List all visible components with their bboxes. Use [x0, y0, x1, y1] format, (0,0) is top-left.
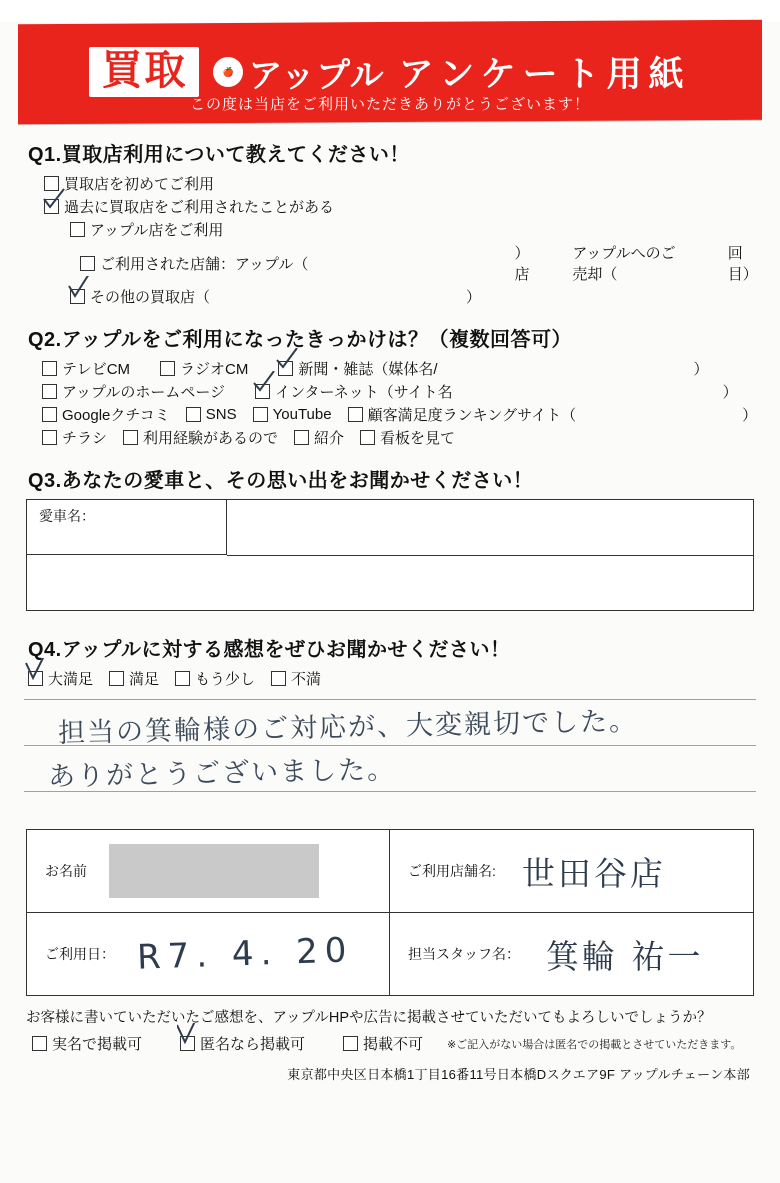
q1-other-suffix: ）: [466, 289, 482, 306]
q2-option-news[interactable]: [278, 358, 437, 379]
q2-option-signboard[interactable]: [360, 427, 455, 448]
q3-title: Q3.あなたの愛車と、その思い出をお聞かせください！: [28, 470, 534, 492]
q3-car-name-text: 愛車名：: [39, 508, 95, 524]
q2-option-youtube[interactable]: [253, 406, 332, 423]
q1-option-3-label: ご利用された店舗：アップル（: [100, 255, 309, 273]
checkbox-icon[interactable]: [255, 384, 270, 399]
name-redaction: [109, 844, 319, 898]
q1-option-3-row: [80, 242, 762, 284]
q1-shop-suffix: ）店: [514, 245, 530, 283]
q2-option-google[interactable]: [42, 404, 170, 425]
q2-option-news-label: 新聞・雑誌（媒体名/: [298, 361, 438, 378]
q2-option-referral[interactable]: [294, 427, 344, 448]
q2-option-homepage-label: アップルのホームページ: [62, 384, 226, 401]
q4-option-somewhat[interactable]: [175, 668, 255, 689]
shop-cell[interactable]: [390, 830, 753, 912]
checkbox-icon[interactable]: [42, 361, 57, 376]
checkbox-icon[interactable]: [42, 407, 57, 422]
checkbox-icon[interactable]: [294, 430, 309, 445]
q3-answer-box[interactable]: [26, 499, 754, 611]
q2-row-2: [42, 381, 762, 402]
q2-option-google-label: Googleクチコミ: [62, 407, 170, 424]
publication-option-real-name[interactable]: [32, 1033, 142, 1054]
q1-sale-suffix: 回目）: [727, 245, 758, 283]
q2-option-homepage[interactable]: [42, 381, 225, 402]
q4-option-somewhat-label: もう少し: [195, 671, 256, 688]
publication-question: お客様に書いていただいたご感想を、アップルHPや広告に掲載させていただいてもよろしいでしょうか？: [26, 1010, 712, 1026]
q4-title: Q4.アップルに対する感想をぜひお聞かせください！: [28, 639, 511, 661]
banner-content: [18, 47, 762, 97]
checkbox-icon[interactable]: [180, 1036, 195, 1051]
q1-option-3[interactable]: [80, 253, 308, 274]
q1-title: Q1.買取店利用について教えてください！: [28, 144, 410, 166]
checkbox-icon[interactable]: [253, 407, 268, 422]
q1-option-0-label: 買取店を初めてご利用: [64, 176, 215, 193]
q2-row-1: [42, 358, 762, 379]
q1-option-4[interactable]: [70, 286, 210, 307]
checkbox-icon[interactable]: [70, 222, 85, 237]
checkbox-icon[interactable]: [123, 430, 138, 445]
publication-option-real-name-label: 実名で掲載可: [52, 1036, 143, 1053]
q2-option-sns-label: SNS: [205, 406, 237, 423]
q2-option-internet-label: インターネット（サイト名: [275, 384, 453, 401]
info-row-2: [27, 913, 753, 995]
q2-row-4: [42, 427, 762, 448]
q3-car-name-label: [27, 500, 227, 555]
kaitori-badge: 買取: [89, 47, 199, 96]
q4-option-satisfied[interactable]: [109, 668, 159, 689]
publication-option-no[interactable]: [343, 1033, 423, 1054]
apple-mark-icon: 🍎: [213, 57, 243, 87]
handwriting-line-1: 担当の箕輪様のご対応が、大変親切でした。: [57, 705, 639, 750]
checkbox-icon[interactable]: [160, 361, 175, 376]
q2-option-experience-label: 利用経験があるので: [143, 430, 279, 447]
q1-option-1-row: [44, 196, 762, 217]
date-label: ご利用日：: [45, 946, 115, 962]
publication-option-anonymous-label: 匿名なら掲載可: [200, 1036, 306, 1053]
banner-title: アンケート用紙: [398, 55, 691, 94]
shop-value: 世田谷店: [521, 853, 666, 893]
checkbox-icon[interactable]: [343, 1036, 358, 1051]
checkbox-icon[interactable]: [186, 407, 201, 422]
checkbox-icon[interactable]: [360, 430, 375, 445]
date-cell[interactable]: [27, 913, 390, 995]
q2-option-ranking-label: 顧客満足度ランキングサイト（: [367, 407, 577, 424]
date-value: R7. 4. 20: [136, 930, 355, 978]
q1-option-4-label: その他の買取店（: [90, 289, 211, 306]
q1-option-1[interactable]: [44, 196, 334, 217]
checkbox-icon[interactable]: [28, 671, 43, 686]
q4-option-very-satisfied[interactable]: [28, 668, 93, 689]
checkbox-icon[interactable]: [271, 671, 286, 686]
q2-option-flyer-label: チラシ: [62, 430, 108, 447]
q1-option-0-row: [44, 173, 762, 194]
checkbox-icon[interactable]: [44, 199, 59, 214]
checkbox-icon[interactable]: [42, 384, 57, 399]
q2-option-ranking[interactable]: [348, 404, 577, 425]
q2-option-internet[interactable]: [255, 381, 453, 402]
staff-cell[interactable]: [390, 913, 753, 995]
checkbox-icon[interactable]: [175, 671, 190, 686]
banner-subtitle: この度は当店をご利用いただきありがとうございます！: [189, 96, 590, 113]
q2-option-flyer[interactable]: [42, 427, 107, 448]
handwriting-line-2: ありがとうございました。: [47, 754, 397, 793]
publication-option-no-label: 掲載不可: [363, 1036, 424, 1053]
publication-options: [32, 1033, 762, 1054]
q2-news-suffix: ）: [693, 361, 709, 378]
info-row-1: [27, 830, 753, 913]
checkbox-icon[interactable]: [80, 256, 95, 271]
company-address: 東京都中央区日本橋1丁目16番11号日本橋Dスクエア9F アップルチェーン本部: [287, 1067, 750, 1082]
publication-option-anonymous[interactable]: [180, 1033, 305, 1054]
q1-option-4-row: [70, 286, 762, 307]
checkbox-icon[interactable]: [348, 407, 363, 422]
customer-info-grid: [26, 829, 754, 996]
q2-option-radio-label: ラジオCM: [180, 361, 249, 378]
q2-option-referral-label: 紹介: [314, 430, 345, 447]
q1-option-1-label: 過去に買取店をご利用されたことがある: [64, 199, 335, 216]
q4-options-row: [28, 668, 762, 689]
q2-option-tv[interactable]: [42, 358, 130, 379]
q2-internet-suffix: ）: [722, 384, 738, 401]
q1-option-0[interactable]: [44, 173, 214, 194]
q2-option-radio[interactable]: [160, 358, 248, 379]
q2-option-sns[interactable]: [186, 406, 237, 423]
q1-sale-label: アップルへのご売却（: [572, 245, 676, 283]
q2-ranking-suffix: ）: [742, 407, 758, 424]
q2-option-youtube-label: YouTube: [272, 406, 332, 423]
q1-option-2-label: アップル店をご利用: [90, 222, 224, 239]
q2-option-experience[interactable]: [123, 427, 278, 448]
staff-value: 箕輪 祐一: [546, 936, 704, 976]
apple-logo: [213, 48, 384, 97]
q1-option-2-row: [70, 219, 762, 240]
checkbox-icon[interactable]: [32, 1036, 47, 1051]
apple-wordmark: アップル: [248, 55, 385, 96]
q2-row-3: [42, 404, 762, 425]
q2-option-tv-label: テレビCM: [62, 361, 131, 378]
checkbox-icon[interactable]: [42, 430, 57, 445]
free-comment-area[interactable]: [18, 693, 762, 823]
q2-option-signboard-label: 看板を見て: [380, 430, 456, 447]
q4-option-satisfied-label: 満足: [129, 671, 160, 688]
checkbox-icon[interactable]: [44, 176, 59, 191]
publication-note: ※ご記入がない場合は匿名での掲載とさせていただきます。: [447, 1038, 742, 1051]
q4-option-very-satisfied-label: 大満足: [48, 671, 94, 688]
survey-page: [0, 22, 780, 1183]
shop-label: ご利用店舗名:: [408, 863, 496, 879]
name-label: お名前: [45, 863, 87, 879]
checkbox-icon[interactable]: [278, 361, 293, 376]
q4-option-dissatisfied[interactable]: [271, 668, 321, 689]
q1-option-2[interactable]: [70, 219, 223, 240]
q2-title: Q2.アップルをご利用になったきっかけは？（複数回答可）: [28, 329, 573, 351]
checkbox-icon[interactable]: [109, 671, 124, 686]
rule-line: [24, 699, 756, 700]
staff-label: 担当スタッフ名：: [408, 946, 520, 962]
name-cell[interactable]: [27, 830, 390, 912]
q3-divider: [227, 555, 753, 556]
header-banner: [18, 20, 762, 125]
q4-option-dissatisfied-label: 不満: [291, 671, 322, 688]
checkbox-icon[interactable]: [70, 289, 85, 304]
